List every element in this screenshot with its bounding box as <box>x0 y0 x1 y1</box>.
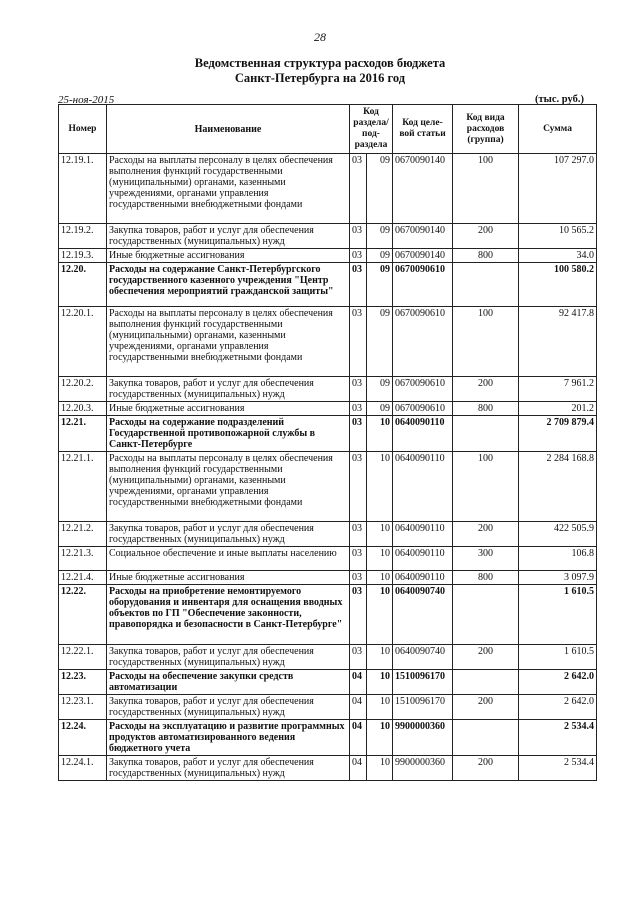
row-section-code: 04 <box>350 756 367 781</box>
header-sum: Сумма <box>519 105 597 154</box>
row-number: 12.23. <box>59 670 107 695</box>
row-sum: 2 284 168.8 <box>519 452 597 522</box>
table-row <box>59 756 597 781</box>
row-subsection-code: 10 <box>367 720 393 756</box>
row-name: Закупка товаров, работ и услуг для обеспечения государственных (муниципальных) нужд <box>107 522 350 547</box>
row-subsection-code: 09 <box>367 154 393 224</box>
row-number: 12.24. <box>59 720 107 756</box>
row-group-code <box>453 585 519 645</box>
table-header-row <box>59 105 597 154</box>
row-name: Расходы на выплаты персоналу в целях обеспечения выполнения функций государственными (муниципальными) органами, казенными учреждениями, органами управления государственными внебюджетными фондами <box>107 307 350 377</box>
row-subsection-code: 10 <box>367 547 393 571</box>
row-section-code: 04 <box>350 695 367 720</box>
row-sum: 1 610.5 <box>519 585 597 645</box>
row-group-code <box>453 416 519 452</box>
row-number: 12.19.3. <box>59 249 107 263</box>
row-name: Расходы на выплаты персоналу в целях обеспечения выполнения функций государственными (муниципальными) органами, казенными учреждениями, органами управления государственными внебюджетными фондами <box>107 154 350 224</box>
row-name: Закупка товаров, работ и услуг для обеспечения государственных (муниципальных) нужд <box>107 224 350 249</box>
table-row <box>59 720 597 756</box>
row-sum: 106.8 <box>519 547 597 571</box>
row-sum: 422 505.9 <box>519 522 597 547</box>
row-section-code: 03 <box>350 416 367 452</box>
row-number: 12.21.2. <box>59 522 107 547</box>
row-name: Расходы на эксплуатацию и развитие программных продуктов автоматизированного ведения бюджетного учета <box>107 720 350 756</box>
row-sum: 2 642.0 <box>519 670 597 695</box>
row-group-code: 200 <box>453 377 519 402</box>
table-row <box>59 571 597 585</box>
row-name: Закупка товаров, работ и услуг для обеспечения государственных (муниципальных) нужд <box>107 645 350 670</box>
table-row <box>59 547 597 571</box>
document-title <box>0 56 640 86</box>
row-section-code: 03 <box>350 377 367 402</box>
row-group-code: 200 <box>453 522 519 547</box>
row-target-code: 0670090610 <box>393 263 453 307</box>
row-name: Закупка товаров, работ и услуг для обеспечения государственных (муниципальных) нужд <box>107 695 350 720</box>
row-target-code: 9900000360 <box>393 756 453 781</box>
header-number: Номер <box>59 105 107 154</box>
row-name: Иные бюджетные ассигнования <box>107 402 350 416</box>
row-name: Социальное обеспечение и иные выплаты населению <box>107 547 350 571</box>
row-name: Расходы на выплаты персоналу в целях обеспечения выполнения функций государственными (муниципальными) органами, казенными учреждениями, органами управления государственными внебюджетными фондами <box>107 452 350 522</box>
row-number: 12.24.1. <box>59 756 107 781</box>
row-group-code: 800 <box>453 249 519 263</box>
row-number: 12.19.1. <box>59 154 107 224</box>
row-target-code: 0640090740 <box>393 585 453 645</box>
row-subsection-code: 10 <box>367 416 393 452</box>
row-section-code: 03 <box>350 547 367 571</box>
budget-table <box>58 104 597 781</box>
table-row <box>59 645 597 670</box>
row-group-code: 200 <box>453 645 519 670</box>
row-section-code: 03 <box>350 571 367 585</box>
row-number: 12.22.1. <box>59 645 107 670</box>
row-subsection-code: 09 <box>367 224 393 249</box>
row-target-code: 0640090110 <box>393 522 453 547</box>
row-subsection-code: 10 <box>367 670 393 695</box>
row-subsection-code: 10 <box>367 522 393 547</box>
row-name: Иные бюджетные ассигнования <box>107 249 350 263</box>
row-number: 12.23.1. <box>59 695 107 720</box>
row-name: Расходы на содержание подразделений Государственной противопожарной службы в Санкт-Петербурге <box>107 416 350 452</box>
row-number: 12.21.4. <box>59 571 107 585</box>
row-sum: 100 580.2 <box>519 263 597 307</box>
row-subsection-code: 09 <box>367 402 393 416</box>
row-target-code: 0670090610 <box>393 307 453 377</box>
row-number: 12.22. <box>59 585 107 645</box>
row-sum: 7 961.2 <box>519 377 597 402</box>
row-sum: 107 297.0 <box>519 154 597 224</box>
row-target-code: 1510096170 <box>393 670 453 695</box>
table-row <box>59 695 597 720</box>
row-subsection-code: 09 <box>367 263 393 307</box>
header-group: Код вида расходов (группа) <box>453 105 519 154</box>
table-row <box>59 377 597 402</box>
row-sum: 92 417.8 <box>519 307 597 377</box>
row-name: Закупка товаров, работ и услуг для обеспечения государственных (муниципальных) нужд <box>107 377 350 402</box>
row-section-code: 03 <box>350 402 367 416</box>
row-group-code: 200 <box>453 756 519 781</box>
row-group-code: 100 <box>453 452 519 522</box>
row-section-code: 03 <box>350 452 367 522</box>
row-sum: 3 097.9 <box>519 571 597 585</box>
row-group-code: 300 <box>453 547 519 571</box>
row-target-code: 0670090140 <box>393 154 453 224</box>
row-target-code: 0640090110 <box>393 416 453 452</box>
row-subsection-code: 10 <box>367 695 393 720</box>
row-number: 12.20.2. <box>59 377 107 402</box>
header-target: Код целе-вой статьи <box>393 105 453 154</box>
table-row <box>59 416 597 452</box>
table-row <box>59 307 597 377</box>
row-subsection-code: 09 <box>367 249 393 263</box>
row-sum: 2 709 879.4 <box>519 416 597 452</box>
row-name: Закупка товаров, работ и услуг для обеспечения государственных (муниципальных) нужд <box>107 756 350 781</box>
row-name: Расходы на содержание Санкт-Петербургского государственного казенного учреждения "Центр обеспечения мероприятий гражданской защиты" <box>107 263 350 307</box>
row-subsection-code: 10 <box>367 756 393 781</box>
row-target-code: 1510096170 <box>393 695 453 720</box>
row-subsection-code: 10 <box>367 585 393 645</box>
row-sum: 34.0 <box>519 249 597 263</box>
row-target-code: 0640090110 <box>393 452 453 522</box>
page-number: 28 <box>314 30 326 44</box>
row-subsection-code: 09 <box>367 307 393 377</box>
row-section-code: 03 <box>350 154 367 224</box>
row-target-code: 0640090110 <box>393 547 453 571</box>
row-sum: 1 610.5 <box>519 645 597 670</box>
row-target-code: 0670090610 <box>393 402 453 416</box>
row-sum: 10 565.2 <box>519 224 597 249</box>
row-target-code: 0670090140 <box>393 224 453 249</box>
row-section-code: 04 <box>350 670 367 695</box>
table-row <box>59 522 597 547</box>
row-number: 12.19.2. <box>59 224 107 249</box>
row-group-code: 800 <box>453 571 519 585</box>
table-row <box>59 670 597 695</box>
row-target-code: 0640090740 <box>393 645 453 670</box>
row-section-code: 03 <box>350 263 367 307</box>
row-target-code: 0670090610 <box>393 377 453 402</box>
row-target-code: 9900000360 <box>393 720 453 756</box>
row-name: Расходы на обеспечение закупки средств автоматизации <box>107 670 350 695</box>
table-row <box>59 249 597 263</box>
row-section-code: 03 <box>350 645 367 670</box>
row-group-code <box>453 263 519 307</box>
row-sum: 2 642.0 <box>519 695 597 720</box>
row-group-code <box>453 720 519 756</box>
header-section: Код раздела/ под-раздела <box>350 105 393 154</box>
units-label: (тыс. руб.) <box>535 94 584 105</box>
table-row <box>59 402 597 416</box>
row-section-code: 03 <box>350 249 367 263</box>
row-sum: 2 534.4 <box>519 720 597 756</box>
row-section-code: 03 <box>350 307 367 377</box>
row-subsection-code: 10 <box>367 645 393 670</box>
row-number: 12.20.3. <box>59 402 107 416</box>
row-group-code: 800 <box>453 402 519 416</box>
row-section-code: 03 <box>350 522 367 547</box>
table-row <box>59 154 597 224</box>
table-row <box>59 263 597 307</box>
row-sum: 2 534.4 <box>519 756 597 781</box>
row-group-code: 100 <box>453 307 519 377</box>
row-number: 12.20.1. <box>59 307 107 377</box>
row-group-code <box>453 670 519 695</box>
row-subsection-code: 10 <box>367 571 393 585</box>
row-number: 12.20. <box>59 263 107 307</box>
document-date: 25-ноя-2015 <box>58 94 115 106</box>
title-line-2: Санкт-Петербурга на 2016 год <box>234 71 406 85</box>
table-row <box>59 452 597 522</box>
row-section-code: 03 <box>350 224 367 249</box>
header-name: Наименование <box>107 105 350 154</box>
table-row <box>59 585 597 645</box>
row-name: Расходы на приобретение немонтируемого оборудования и инвентаря для оснащения вводных объектов по ГП "Обеспечение законности, правопорядка и безопасности в Санкт-Петербурге" <box>107 585 350 645</box>
row-subsection-code: 09 <box>367 377 393 402</box>
title-line-1: Ведомственная структура расходов бюджета <box>194 56 446 70</box>
row-section-code: 04 <box>350 720 367 756</box>
row-subsection-code: 10 <box>367 452 393 522</box>
row-section-code: 03 <box>350 585 367 645</box>
row-group-code: 200 <box>453 224 519 249</box>
table-row <box>59 224 597 249</box>
row-group-code: 100 <box>453 154 519 224</box>
row-number: 12.21.1. <box>59 452 107 522</box>
row-sum: 201.2 <box>519 402 597 416</box>
row-name: Иные бюджетные ассигнования <box>107 571 350 585</box>
row-target-code: 0670090140 <box>393 249 453 263</box>
row-group-code: 200 <box>453 695 519 720</box>
row-target-code: 0640090110 <box>393 571 453 585</box>
row-number: 12.21.3. <box>59 547 107 571</box>
row-number: 12.21. <box>59 416 107 452</box>
